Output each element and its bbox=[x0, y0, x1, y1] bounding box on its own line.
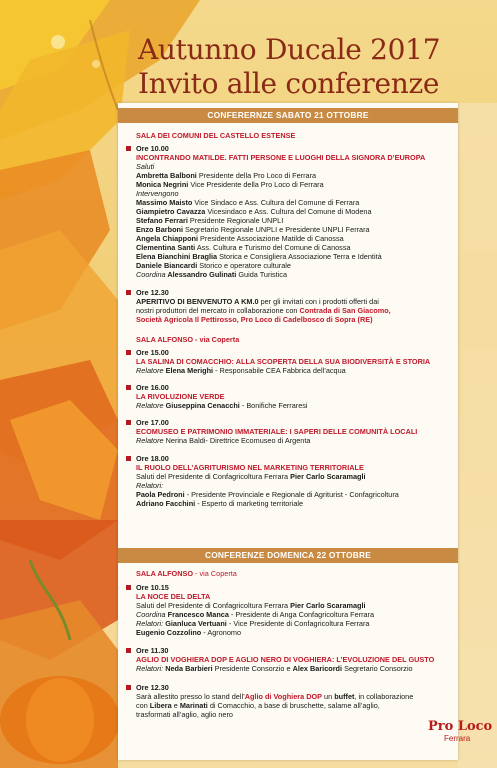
day2-header: CONFERENZE DOMENICA 22 OTTOBRE bbox=[118, 548, 458, 563]
text-span: e bbox=[171, 701, 180, 710]
s3-time: Ore 15.00 bbox=[136, 348, 169, 357]
day1-venue1: SALA DEI COMUNI DEL CASTELLO ESTENSE bbox=[136, 131, 296, 140]
text-span: con bbox=[136, 701, 150, 710]
s2-text: per gli invitati con i prodotti offerti dai bbox=[258, 297, 379, 306]
s1-coordinator bbox=[136, 270, 287, 279]
text-span: un bbox=[322, 692, 335, 701]
speaker-name: Adriano Facchini bbox=[136, 499, 196, 508]
speaker-role: Segretario Regionale UNPLI e Presidente UNPLI Ferrara bbox=[183, 225, 370, 234]
rel-name: Giuseppina Cenacchi bbox=[163, 401, 240, 410]
bullet bbox=[126, 456, 131, 461]
d2s2-rel bbox=[136, 664, 413, 673]
s5-time: Ore 17.00 bbox=[136, 418, 169, 427]
text-span: Aglio di Voghiera DOP bbox=[244, 692, 323, 701]
d2s1-rel bbox=[136, 619, 369, 628]
page-title bbox=[138, 33, 478, 101]
d2s3-line2 bbox=[136, 701, 380, 710]
s1-speaker bbox=[136, 243, 351, 252]
s1-speaker bbox=[136, 180, 324, 189]
s1-speaker bbox=[136, 234, 344, 243]
s1-speaker bbox=[136, 216, 283, 225]
d2s1-title: LA NOCE DEL DELTA bbox=[136, 592, 211, 601]
d2s1-coord bbox=[136, 610, 374, 619]
bullet bbox=[126, 146, 131, 151]
s2-line1 bbox=[136, 297, 379, 306]
coord-label: Coordina bbox=[136, 270, 166, 279]
day1-header: CONFERERNZE SABATO 21 OTTOBRE bbox=[118, 108, 458, 123]
speaker-name: Paola Pedroni bbox=[136, 490, 185, 499]
s6-speaker bbox=[136, 499, 303, 508]
rel-role: - Bonifiche Ferraresi bbox=[239, 401, 308, 410]
d2s2-title: AGLIO DI VOGHIERA DOP E AGLIO NERO DI VOGHIERA: L’EVOLUZIONE DEL GUSTO bbox=[136, 655, 435, 664]
s1-speaker bbox=[136, 225, 370, 234]
speaker-role: Segretario Consorzio bbox=[342, 664, 413, 673]
s1-speaker bbox=[136, 198, 359, 207]
d2s1-saluti bbox=[136, 601, 366, 610]
bullet bbox=[126, 290, 131, 295]
s6-time: Ore 18.00 bbox=[136, 454, 169, 463]
bullet bbox=[126, 648, 131, 653]
title-line-1: Autunno Ducale 2017 bbox=[138, 33, 441, 66]
s6-speaker bbox=[136, 490, 399, 499]
rel-label: Relatore bbox=[136, 401, 164, 410]
speaker-name: Clementina Santi bbox=[136, 243, 196, 252]
text-span: Sarà allestito presso lo stand dell’ bbox=[136, 692, 245, 701]
speaker-role: Presidente Regionale UNPLI bbox=[187, 216, 284, 225]
rel-label: Relatore bbox=[136, 366, 164, 375]
s1-speaker bbox=[136, 171, 316, 180]
speaker-name: Elena Bianchini Braglia bbox=[136, 252, 218, 261]
rel-role: Nerina Baldi- Direttrice Ecomuseo di Argenta bbox=[163, 436, 311, 445]
saluti-text: Saluti del Presidente di Confagricoltura Ferrara bbox=[136, 601, 291, 610]
bullet bbox=[126, 685, 131, 690]
speaker-role: Vice Sindaco e Ass. Cultura del Comune di Ferrara bbox=[192, 198, 360, 207]
rel-label: Relatori: bbox=[136, 619, 164, 628]
s4-speaker bbox=[136, 401, 308, 410]
logo-line2: Ferrara bbox=[444, 734, 471, 743]
title-line-2: Invito alle conferenze bbox=[138, 67, 440, 100]
s5-speaker bbox=[136, 436, 310, 445]
s6-saluti bbox=[136, 472, 366, 481]
d2s1-time: Ore 10.15 bbox=[136, 583, 169, 592]
s3-title: LA SALINA DI COMACCHIO: ALLA SCOPERTA DELLA SUA BIODIVERSITÀ E STORIA bbox=[136, 357, 431, 366]
text-span: di Comacchio, a base di bruschette, salame all’aglio, bbox=[207, 701, 380, 710]
d2s3-time: Ore 12.30 bbox=[136, 683, 169, 692]
rel-role: - Vice Presidente di Confagricoltura Ferrara bbox=[226, 619, 370, 628]
speaker-name: Giampietro Cavazza bbox=[136, 207, 206, 216]
speaker-role: Presidente della Pro Loco di Ferrara bbox=[196, 171, 317, 180]
s4-title: LA RIVOLUZIONE VERDE bbox=[136, 392, 225, 401]
s3-speaker bbox=[136, 366, 346, 375]
speaker-name: Eugenio Cozzolino bbox=[136, 628, 202, 637]
speaker-role: Vice Presidente della Pro Loco di Ferrara bbox=[188, 180, 324, 189]
day1-venue2: SALA ALFONSO - via Coperta bbox=[136, 335, 240, 344]
s2-partner: Contrada di San Giacomo, bbox=[299, 306, 391, 315]
d2s3-line1 bbox=[136, 692, 413, 701]
logo-line1: Pro Loco bbox=[428, 719, 493, 734]
bullet bbox=[126, 385, 131, 390]
rel-label: Relatore bbox=[136, 436, 164, 445]
coord-label: Coordina bbox=[136, 610, 166, 619]
speaker-name: Neda Barbieri bbox=[163, 664, 213, 673]
rel-name: Elena Merighi bbox=[163, 366, 214, 375]
bullet bbox=[126, 585, 131, 590]
text-span: , in collaborazione bbox=[354, 692, 414, 701]
day2-venue bbox=[136, 569, 237, 578]
speaker-role: Ass. Cultura e Turismo del Comune di Canossa bbox=[195, 243, 351, 252]
bullet bbox=[126, 350, 131, 355]
speaker-name: Daniele Biancardi bbox=[136, 261, 198, 270]
rel-label: Relatori: bbox=[136, 664, 164, 673]
s1-speaker bbox=[136, 261, 291, 270]
speaker-role: - Agronomo bbox=[201, 628, 242, 637]
coord-role: Guida Turistica bbox=[236, 270, 288, 279]
text-span: Marinati bbox=[179, 701, 208, 710]
speaker-name: Massimo Maisto bbox=[136, 198, 193, 207]
saluti-text: Saluti del Presidente di Confagricoltura Ferrara bbox=[136, 472, 291, 481]
s1-title: INCONTRANDO MATILDE. FATTI PERSONE E LUOGHI DELLA SIGNORA D’EUROPA bbox=[136, 153, 426, 162]
d2s3-line3: trasformati all’aglio, aglio nero bbox=[136, 710, 233, 719]
speaker-name: Ambretta Balboni bbox=[136, 171, 197, 180]
bullet bbox=[126, 420, 131, 425]
s6-rel-label: Relatori: bbox=[136, 481, 164, 490]
speaker-role: - Esperto di marketing territoriale bbox=[195, 499, 304, 508]
speaker-role: Presidente Consorzio e bbox=[212, 664, 293, 673]
speaker-role: Presidente Associazione Matilde di Canossa bbox=[198, 234, 344, 243]
s4-time: Ore 16.00 bbox=[136, 383, 169, 392]
speaker-name: Angela Chiapponi bbox=[136, 234, 199, 243]
speaker-role: - Presidente Provinciale e Regionale di Agriturist - Confagricoltura bbox=[184, 490, 399, 499]
rel-role: - Responsabile CEA Fabbrica dell’acqua bbox=[213, 366, 346, 375]
d2s1-speaker bbox=[136, 628, 241, 637]
s1-saluti-label: Saluti bbox=[136, 162, 155, 171]
speaker-name: Monica Negrini bbox=[136, 180, 189, 189]
s1-time: Ore 10.00 bbox=[136, 144, 169, 153]
text-span: buffet bbox=[334, 692, 355, 701]
speaker-role: Storico e operatore culturale bbox=[197, 261, 291, 270]
coord-role: - Presidente di Anga Confagricoltura Ferrara bbox=[228, 610, 375, 619]
pro-loco-logo bbox=[428, 719, 493, 760]
s2-line2 bbox=[136, 306, 391, 315]
speaker-name: Enzo Barboni bbox=[136, 225, 184, 234]
venue-sub: - via Coperta bbox=[193, 569, 237, 578]
s1-interv-label: Intervengono bbox=[136, 189, 179, 198]
text-span: Libera bbox=[149, 701, 172, 710]
speaker-name: Alex Baricordi bbox=[292, 664, 343, 673]
s1-speaker bbox=[136, 252, 382, 261]
speaker-role: Storica e Consigliera Associazione Terra e Identità bbox=[217, 252, 382, 261]
d2s2-time: Ore 11.30 bbox=[136, 646, 169, 655]
s1-speaker bbox=[136, 207, 372, 216]
s6-title: IL RUOLO DELL’AGRITURISMO NEL MARKETING TERRITORIALE bbox=[136, 463, 364, 472]
saluti-name: Pier Carlo Scaramagli bbox=[290, 472, 366, 481]
s2-lead: APERITIVO DI BENVENUTO A KM.0 bbox=[136, 297, 259, 306]
saluti-name: Pier Carlo Scaramagli bbox=[290, 601, 366, 610]
s5-title: ECOMUSEO E PATRIMONIO IMMATERIALE: I SAPERI DELLE COMUNITÀ LOCALI bbox=[136, 427, 418, 436]
rel-name: Gianluca Vertuani bbox=[163, 619, 227, 628]
coord-name: Alessandro Gulinati bbox=[165, 270, 237, 279]
s2-time: Ore 12.30 bbox=[136, 288, 169, 297]
venue-name: SALA ALFONSO bbox=[136, 569, 194, 578]
speaker-name: Stefano Ferrari bbox=[136, 216, 188, 225]
speaker-role: Vicesindaco e Ass. Cultura del Comune di Modena bbox=[205, 207, 372, 216]
s2-partners: Società Agricola Il Pettirosso, Pro Loco di Cadelbosco di Sopra (RE) bbox=[136, 315, 373, 324]
s2-text: nostri produttori del mercato in collaborazione con bbox=[136, 306, 300, 315]
coord-name: Francesco Manca bbox=[165, 610, 229, 619]
